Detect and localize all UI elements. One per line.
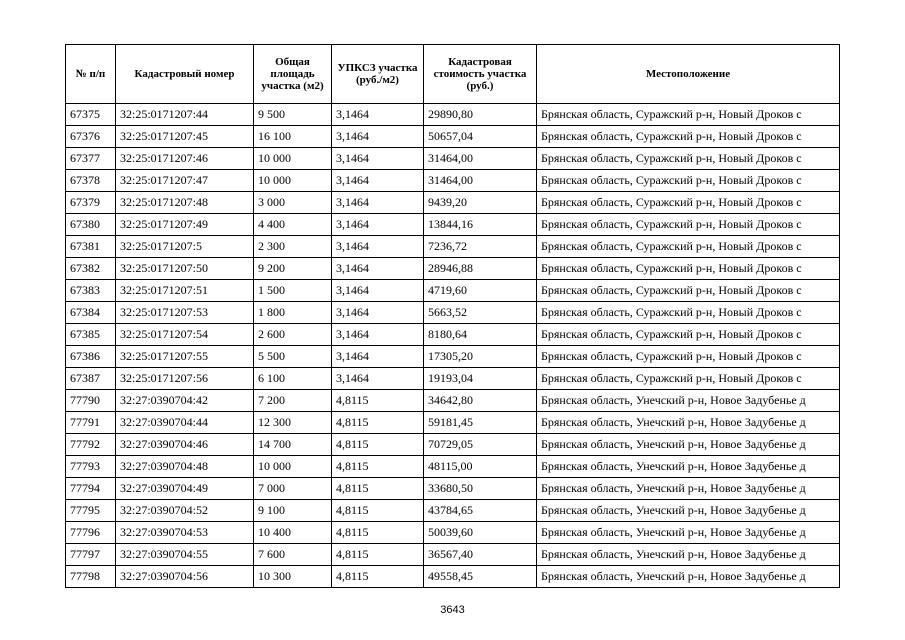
table-row <box>66 170 840 192</box>
cell-area: 5 500 <box>254 346 332 368</box>
cell-row-number: 77795 <box>66 500 116 522</box>
cell-area: 7 000 <box>254 478 332 500</box>
cell-location: Брянская область, Суражский р-н, Новый Дроков с <box>537 148 840 170</box>
cell-area: 7 200 <box>254 390 332 412</box>
cell-cadastral-value: 33680,50 <box>424 478 537 500</box>
table-row <box>66 236 840 258</box>
cell-area: 7 600 <box>254 544 332 566</box>
cell-row-number: 77792 <box>66 434 116 456</box>
cell-cadastral-value: 43784,65 <box>424 500 537 522</box>
cell-cadastral-number: 32:25:0171207:49 <box>116 214 254 236</box>
table-row <box>66 214 840 236</box>
cell-upksz: 3,1464 <box>332 258 424 280</box>
table-row <box>66 302 840 324</box>
cell-upksz: 3,1464 <box>332 280 424 302</box>
table-row <box>66 346 840 368</box>
table-row <box>66 456 840 478</box>
table-row <box>66 500 840 522</box>
cell-cadastral-number: 32:25:0171207:5 <box>116 236 254 258</box>
cell-cadastral-value: 59181,45 <box>424 412 537 434</box>
cell-cadastral-value: 28946,88 <box>424 258 537 280</box>
table-row <box>66 434 840 456</box>
cell-location: Брянская область, Суражский р-н, Новый Дроков с <box>537 236 840 258</box>
cell-cadastral-number: 32:25:0171207:54 <box>116 324 254 346</box>
header-area: Общая площадь участка (м2) <box>254 45 332 104</box>
cell-row-number: 67383 <box>66 280 116 302</box>
cell-upksz: 4,8115 <box>332 390 424 412</box>
cell-cadastral-value: 50039,60 <box>424 522 537 544</box>
cell-row-number: 67382 <box>66 258 116 280</box>
cell-upksz: 3,1464 <box>332 346 424 368</box>
cell-area: 10 300 <box>254 566 332 588</box>
header-location: Местоположение <box>537 45 840 104</box>
cell-location: Брянская область, Унечский р-н, Новое Задубенье д <box>537 434 840 456</box>
cell-cadastral-number: 32:25:0171207:56 <box>116 368 254 390</box>
cell-upksz: 3,1464 <box>332 324 424 346</box>
cell-upksz: 3,1464 <box>332 192 424 214</box>
cell-location: Брянская область, Унечский р-н, Новое Задубенье д <box>537 500 840 522</box>
cell-cadastral-number: 32:25:0171207:47 <box>116 170 254 192</box>
cell-cadastral-number: 32:25:0171207:55 <box>116 346 254 368</box>
table-row <box>66 324 840 346</box>
table-header-row <box>66 45 840 104</box>
table-row <box>66 258 840 280</box>
page-number: 3643 <box>440 604 465 616</box>
cell-location: Брянская область, Суражский р-н, Новый Дроков с <box>537 302 840 324</box>
cell-cadastral-number: 32:27:0390704:46 <box>116 434 254 456</box>
cell-upksz: 4,8115 <box>332 500 424 522</box>
header-cadastral-number: Кадастровый номер <box>116 45 254 104</box>
cell-location: Брянская область, Суражский р-н, Новый Дроков с <box>537 258 840 280</box>
cell-row-number: 77797 <box>66 544 116 566</box>
cell-location: Брянская область, Суражский р-н, Новый Дроков с <box>537 214 840 236</box>
cell-location: Брянская область, Суражский р-н, Новый Дроков с <box>537 324 840 346</box>
cell-cadastral-value: 70729,05 <box>424 434 537 456</box>
cell-cadastral-number: 32:25:0171207:45 <box>116 126 254 148</box>
cell-location: Брянская область, Унечский р-н, Новое Задубенье д <box>537 478 840 500</box>
cell-row-number: 67379 <box>66 192 116 214</box>
header-upksz: УПКСЗ участка (руб./м2) <box>332 45 424 104</box>
cell-cadastral-number: 32:27:0390704:52 <box>116 500 254 522</box>
cell-location: Брянская область, Суражский р-н, Новый Дроков с <box>537 104 840 126</box>
cell-row-number: 67387 <box>66 368 116 390</box>
cell-upksz: 4,8115 <box>332 566 424 588</box>
cell-row-number: 77793 <box>66 456 116 478</box>
cell-cadastral-number: 32:25:0171207:51 <box>116 280 254 302</box>
cell-upksz: 3,1464 <box>332 104 424 126</box>
table-row <box>66 368 840 390</box>
cell-cadastral-value: 50657,04 <box>424 126 537 148</box>
cell-cadastral-number: 32:25:0171207:46 <box>116 148 254 170</box>
cell-upksz: 3,1464 <box>332 236 424 258</box>
cell-upksz: 4,8115 <box>332 456 424 478</box>
cell-upksz: 3,1464 <box>332 148 424 170</box>
cell-cadastral-value: 31464,00 <box>424 170 537 192</box>
cell-row-number: 77790 <box>66 390 116 412</box>
cell-cadastral-value: 49558,45 <box>424 566 537 588</box>
cell-location: Брянская область, Суражский р-н, Новый Дроков с <box>537 170 840 192</box>
cell-area: 3 000 <box>254 192 332 214</box>
cell-cadastral-number: 32:25:0171207:53 <box>116 302 254 324</box>
cell-area: 9 500 <box>254 104 332 126</box>
cell-cadastral-value: 7236,72 <box>424 236 537 258</box>
cell-row-number: 67375 <box>66 104 116 126</box>
cell-row-number: 77794 <box>66 478 116 500</box>
cell-area: 10 000 <box>254 456 332 478</box>
cell-row-number: 67385 <box>66 324 116 346</box>
cell-location: Брянская область, Унечский р-н, Новое Задубенье д <box>537 544 840 566</box>
cell-location: Брянская область, Суражский р-н, Новый Дроков с <box>537 346 840 368</box>
cell-row-number: 67386 <box>66 346 116 368</box>
cell-location: Брянская область, Суражский р-н, Новый Дроков с <box>537 368 840 390</box>
table-row <box>66 566 840 588</box>
header-row-number: № п/п <box>66 45 116 104</box>
cell-location: Брянская область, Унечский р-н, Новое Задубенье д <box>537 390 840 412</box>
cell-row-number: 77798 <box>66 566 116 588</box>
table-row <box>66 544 840 566</box>
table-row <box>66 192 840 214</box>
cell-row-number: 67384 <box>66 302 116 324</box>
cell-cadastral-number: 32:25:0171207:48 <box>116 192 254 214</box>
cell-cadastral-number: 32:27:0390704:56 <box>116 566 254 588</box>
cell-area: 9 200 <box>254 258 332 280</box>
cell-cadastral-value: 29890,80 <box>424 104 537 126</box>
cell-row-number: 67381 <box>66 236 116 258</box>
cell-area: 1 800 <box>254 302 332 324</box>
cell-upksz: 3,1464 <box>332 368 424 390</box>
cell-area: 2 300 <box>254 236 332 258</box>
table-row <box>66 148 840 170</box>
table-row <box>66 280 840 302</box>
cell-row-number: 77796 <box>66 522 116 544</box>
cell-location: Брянская область, Унечский р-н, Новое Задубенье д <box>537 566 840 588</box>
cell-location: Брянская область, Унечский р-н, Новое Задубенье д <box>537 522 840 544</box>
cell-cadastral-number: 32:27:0390704:48 <box>116 456 254 478</box>
cell-cadastral-value: 13844,16 <box>424 214 537 236</box>
table-row <box>66 126 840 148</box>
cell-area: 6 100 <box>254 368 332 390</box>
cell-cadastral-value: 5663,52 <box>424 302 537 324</box>
cell-upksz: 3,1464 <box>332 214 424 236</box>
cell-upksz: 4,8115 <box>332 478 424 500</box>
cell-cadastral-value: 36567,40 <box>424 544 537 566</box>
cell-location: Брянская область, Унечский р-н, Новое Задубенье д <box>537 456 840 478</box>
cell-cadastral-number: 32:25:0171207:44 <box>116 104 254 126</box>
cell-area: 10 000 <box>254 148 332 170</box>
cell-area: 10 000 <box>254 170 332 192</box>
cell-upksz: 3,1464 <box>332 126 424 148</box>
cell-area: 14 700 <box>254 434 332 456</box>
cell-cadastral-value: 17305,20 <box>424 346 537 368</box>
cell-row-number: 77791 <box>66 412 116 434</box>
cell-cadastral-number: 32:27:0390704:49 <box>116 478 254 500</box>
cell-area: 16 100 <box>254 126 332 148</box>
cell-area: 9 100 <box>254 500 332 522</box>
cell-upksz: 4,8115 <box>332 544 424 566</box>
cadastral-table <box>65 44 840 588</box>
cell-cadastral-number: 32:27:0390704:42 <box>116 390 254 412</box>
cell-cadastral-number: 32:27:0390704:55 <box>116 544 254 566</box>
table-body <box>66 104 840 588</box>
cell-row-number: 67378 <box>66 170 116 192</box>
cell-cadastral-value: 31464,00 <box>424 148 537 170</box>
cell-cadastral-number: 32:25:0171207:50 <box>116 258 254 280</box>
cell-row-number: 67377 <box>66 148 116 170</box>
cell-area: 1 500 <box>254 280 332 302</box>
cell-upksz: 4,8115 <box>332 522 424 544</box>
cell-area: 10 400 <box>254 522 332 544</box>
cell-cadastral-value: 48115,00 <box>424 456 537 478</box>
cell-row-number: 67376 <box>66 126 116 148</box>
header-cadastral-value: Кадастровая стоимость участка (руб.) <box>424 45 537 104</box>
cell-upksz: 4,8115 <box>332 412 424 434</box>
cell-cadastral-number: 32:27:0390704:53 <box>116 522 254 544</box>
table-row <box>66 522 840 544</box>
cell-area: 2 600 <box>254 324 332 346</box>
cell-upksz: 3,1464 <box>332 170 424 192</box>
cell-row-number: 67380 <box>66 214 116 236</box>
cell-cadastral-value: 9439,20 <box>424 192 537 214</box>
cell-upksz: 3,1464 <box>332 302 424 324</box>
cell-cadastral-value: 19193,04 <box>424 368 537 390</box>
cell-area: 12 300 <box>254 412 332 434</box>
cell-area: 4 400 <box>254 214 332 236</box>
table-row <box>66 412 840 434</box>
cell-upksz: 4,8115 <box>332 434 424 456</box>
cell-location: Брянская область, Суражский р-н, Новый Дроков с <box>537 280 840 302</box>
table-row <box>66 104 840 126</box>
cell-location: Брянская область, Унечский р-н, Новое Задубенье д <box>537 412 840 434</box>
cell-cadastral-value: 34642,80 <box>424 390 537 412</box>
table-row <box>66 478 840 500</box>
cell-cadastral-value: 8180,64 <box>424 324 537 346</box>
cell-cadastral-number: 32:27:0390704:44 <box>116 412 254 434</box>
table-row <box>66 390 840 412</box>
cell-cadastral-value: 4719,60 <box>424 280 537 302</box>
cell-location: Брянская область, Суражский р-н, Новый Дроков с <box>537 126 840 148</box>
cell-location: Брянская область, Суражский р-н, Новый Дроков с <box>537 192 840 214</box>
